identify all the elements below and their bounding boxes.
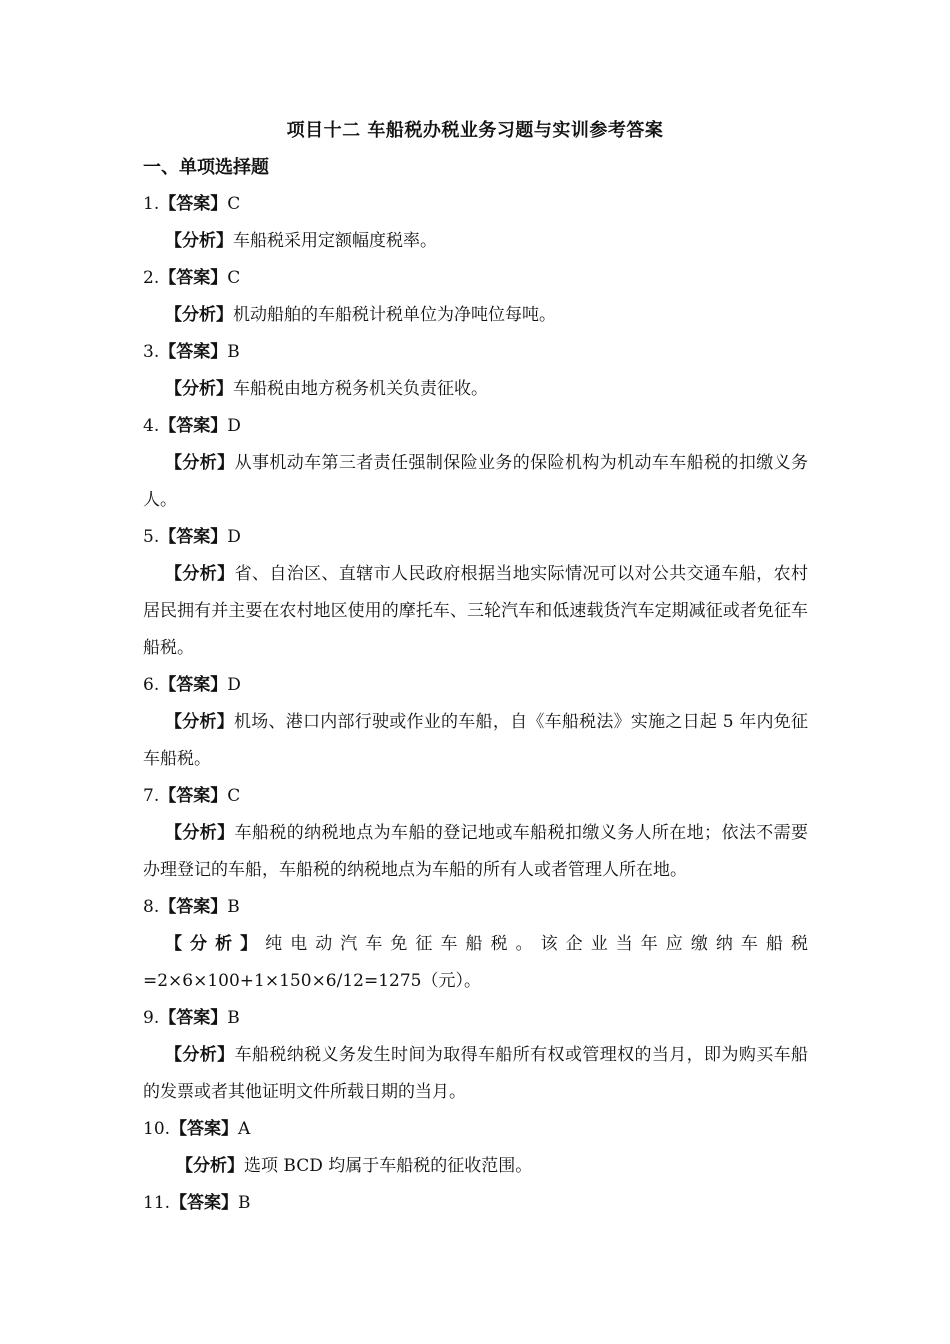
analysis-paragraph xyxy=(143,371,808,408)
question-number: 1. xyxy=(143,194,160,214)
answer-tag: 【答案】 xyxy=(159,675,228,695)
analysis-paragraph xyxy=(143,1037,808,1111)
question-number: 4. xyxy=(143,416,160,436)
answer-value: D xyxy=(227,527,241,547)
answer-line xyxy=(143,334,808,371)
analysis-text: 车船税采用定额幅度税率。 xyxy=(233,231,437,251)
answer-line xyxy=(143,519,808,556)
analysis-text: 车船税的纳税地点为车船的登记地或车船税扣缴义务人所在地；依法不需要办理登记的车船，车船税的纳税地点为车船的所有人或者管理人所在地。 xyxy=(143,823,809,880)
analysis-tag: 【分析】 xyxy=(165,934,266,954)
answer-line xyxy=(143,1185,808,1222)
question-number: 3. xyxy=(143,342,160,362)
analysis-paragraph xyxy=(143,223,808,260)
answer-value: B xyxy=(227,897,240,917)
analysis-tag: 【分析】 xyxy=(165,823,235,843)
analysis-text: 省、自治区、直辖市人民政府根据当地实际情况可以对公共交通车船，农村居民拥有并主要在农村地区使用的摩托车、三轮汽车和低速载货汽车定期减征或者免征车船税。 xyxy=(143,564,809,658)
analysis-tag: 【分析】 xyxy=(165,231,233,251)
analysis-tag: 【分析】 xyxy=(165,305,233,325)
answer-line xyxy=(143,667,808,704)
answer-tag: 【答案】 xyxy=(159,527,228,547)
analysis-paragraph xyxy=(143,815,808,889)
analysis-paragraph xyxy=(143,297,808,334)
answer-tag: 【答案】 xyxy=(159,1008,228,1028)
answer-tag: 【答案】 xyxy=(159,342,228,362)
answer-value: D xyxy=(227,675,241,695)
analysis-paragraph xyxy=(143,926,808,1000)
answer-tag: 【答案】 xyxy=(159,416,228,436)
question-number: 7. xyxy=(143,786,160,806)
answer-value: B xyxy=(238,1193,251,1213)
page-title: 项目十二 车船税办税业务习题与实训参考答案 xyxy=(286,120,664,141)
answer-tag: 【答案】 xyxy=(170,1119,239,1139)
analysis-text: 选项 BCD 均属于车船税的征收范围。 xyxy=(244,1156,533,1176)
answer-line xyxy=(143,1000,808,1037)
answer-line xyxy=(143,408,808,445)
analysis-paragraph xyxy=(143,704,808,778)
answer-tag: 【答案】 xyxy=(159,897,228,917)
question-number: 8. xyxy=(143,897,160,917)
analysis-tag: 【分析】 xyxy=(176,1156,244,1176)
question-number: 10. xyxy=(143,1119,171,1139)
question-number: 5. xyxy=(143,527,160,547)
answer-value: C xyxy=(227,194,241,214)
question-number: 6. xyxy=(143,675,160,695)
analysis-text: 机动船舶的车船税计税单位为净吨位每吨。 xyxy=(233,305,556,325)
answer-value: C xyxy=(227,786,241,806)
answer-value: B xyxy=(227,1008,240,1028)
analysis-text: 从事机动车第三者责任强制保险业务的保险机构为机动车车船税的扣缴义务人。 xyxy=(143,453,809,510)
analysis-tag: 【分析】 xyxy=(165,379,233,399)
question-number: 2. xyxy=(143,268,160,288)
section-heading: 一、单项选择题 xyxy=(143,157,269,178)
analysis-tag: 【分析】 xyxy=(165,453,235,473)
analysis-paragraph xyxy=(143,1148,808,1185)
answer-tag: 【答案】 xyxy=(159,194,228,214)
answer-tag: 【答案】 xyxy=(159,786,228,806)
answer-line xyxy=(143,260,808,297)
analysis-paragraph xyxy=(143,445,808,519)
answer-value: B xyxy=(227,342,240,362)
analysis-text: 纯电动汽车免征车船税。该企业当年应缴纳车船税=2×6×100+1×150×6/12=1275（元）。 xyxy=(143,934,809,991)
analysis-text: 车船税由地方税务机关负责征收。 xyxy=(233,379,488,399)
analysis-tag: 【分析】 xyxy=(165,712,235,732)
answer-value: C xyxy=(227,268,241,288)
question-number: 11. xyxy=(143,1193,171,1213)
answer-line xyxy=(143,186,808,223)
answer-value: D xyxy=(227,416,241,436)
answer-tag: 【答案】 xyxy=(159,268,228,288)
question-number: 9. xyxy=(143,1008,160,1028)
answer-line xyxy=(143,1111,808,1148)
analysis-paragraph xyxy=(143,556,808,667)
answer-line xyxy=(143,889,808,926)
analysis-tag: 【分析】 xyxy=(165,564,235,584)
analysis-text: 机场、港口内部行驶或作业的车船，自《车船税法》实施之日起 5 年内免征车船税。 xyxy=(143,712,808,769)
analysis-tag: 【分析】 xyxy=(165,1045,235,1065)
answer-tag: 【答案】 xyxy=(170,1193,239,1213)
answer-list xyxy=(143,186,808,1222)
analysis-text: 车船税纳税义务发生时间为取得车船所有权或管理权的当月，即为购买车船的发票或者其他证明文件所载日期的当月。 xyxy=(143,1045,809,1102)
answer-line xyxy=(143,778,808,815)
answer-value: A xyxy=(238,1119,251,1139)
